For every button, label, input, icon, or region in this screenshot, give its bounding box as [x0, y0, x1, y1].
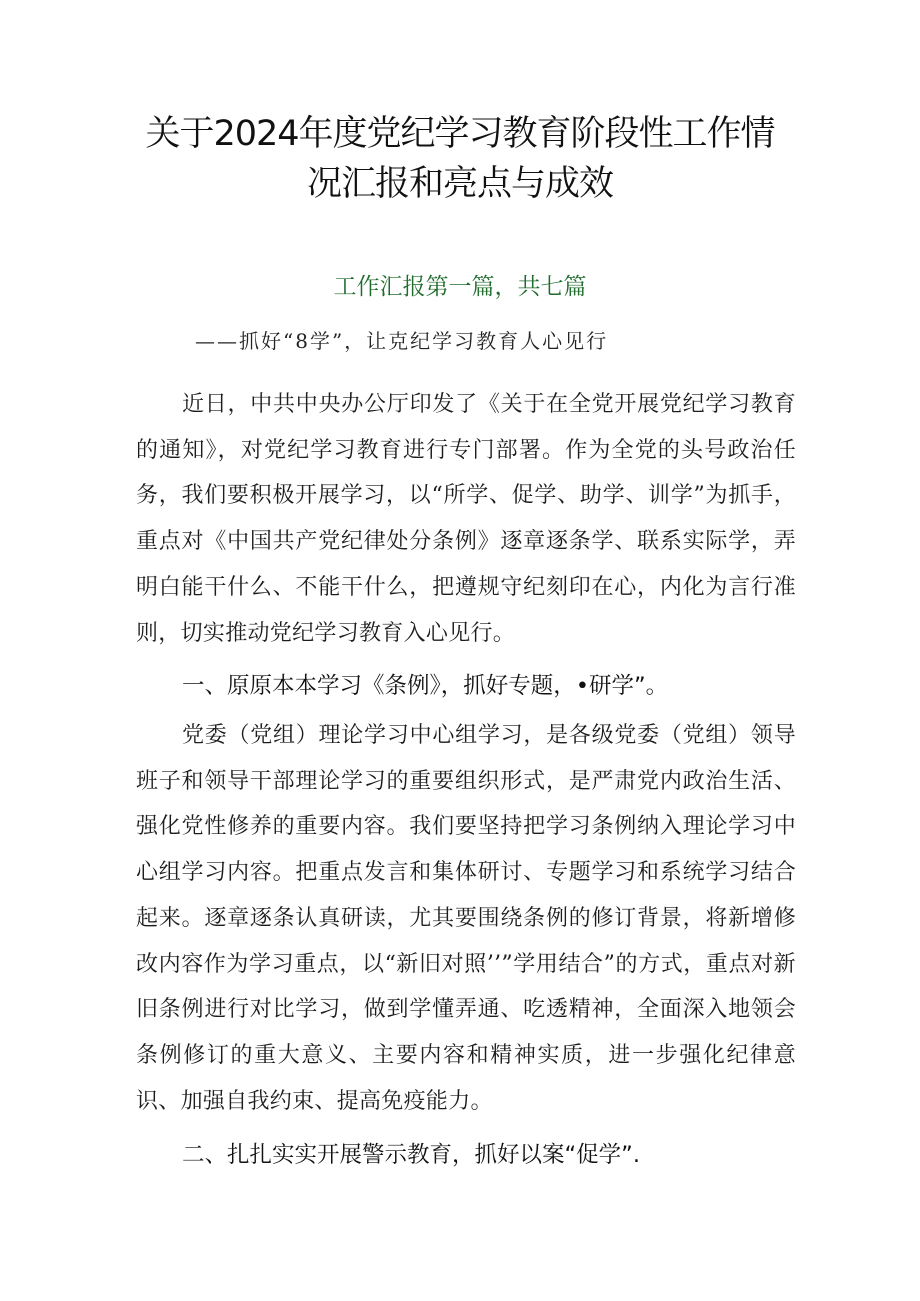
section-heading-1: 一、原原本本学习《条例》，抓好专题，•研学”。 — [182, 673, 669, 699]
document-subtitle: 工作汇报第一篇，共七篇 — [333, 274, 587, 300]
document-tagline: ——抓好“8学”，让克纪学习教育人心见行 — [195, 329, 609, 353]
document-title-line-2: 况汇报和亮点与成效 — [306, 164, 613, 204]
section-heading-2: 二、扎扎实实开展警示教育，抓好以案“促学”. — [182, 1142, 640, 1168]
body-paragraph-1: 近日，中共中央办公厅印发了《关于在全党开展党纪学习教育的通知》，对党纪学习教育进行专门部署。作为全党的头号政治任务，我们要积极开展学习，以“所学、促学、助学、训学”为抓手，重点对《中国共产党纪律处分条例》逐章逐条学、联系实际学，弄明白能干什么、不能干什么，把遵规守纪刻印在心，内化为言行准则，切实推动党纪学习教育入心见行。 — [136, 392, 796, 646]
body-paragraph-2: 党委（党组）理论学习中心组学习，是各级党委（党组）领导班子和领导干部理论学习的重要组织形式，是严肃党内政治生活、强化党性修养的重要内容。我们要坚持把学习条例纳入理论学习中心组学习内容。把重点发言和集体研讨、专题学习和系统学习结合起来。逐章逐条认真研读，尤其要围绕条例的修订背景，将新增修改内容作为学习重点，以“新旧对照’’”学用结合”的方式，重点对新旧条例进行对比学习，做到学懂弄通、吃透精神，全面深入地领会条例修订的重大意义、主要内容和精神实质，进一步强化纪律意识、加强自我约束、提高免疫能力。 — [136, 723, 796, 1114]
document-title-line-1: 关于2024年度党纪学习教育阶段性工作情 — [145, 114, 775, 154]
